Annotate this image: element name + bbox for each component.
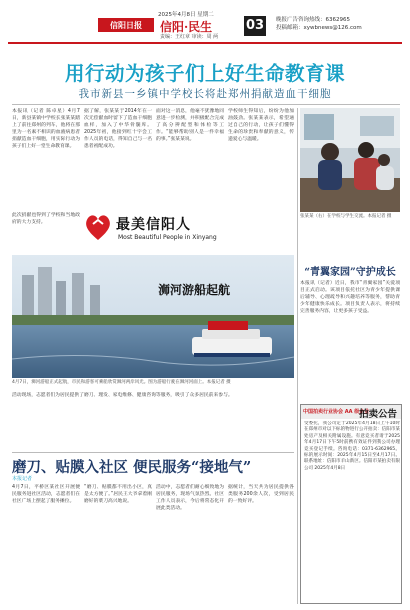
river-cruise-photo[interactable] xyxy=(12,255,294,378)
community-service-col-1: 4月7日，平桥区某社区开展便民服务进社区活动，志愿者们在社区广场上摆起了服务摊位。 xyxy=(12,485,80,505)
editor-line: 责编：王红章 审读：周 两 xyxy=(160,34,219,40)
bottom-story-divider xyxy=(12,452,294,453)
newspaper-logo: 信阳日报 xyxy=(98,18,154,32)
auction-association-label: 中国拍卖行业协会 AA 级企业 xyxy=(303,409,370,415)
best-xinyang-banner xyxy=(84,212,294,248)
youth-home-headline[interactable]: “青翼家园”守护成长 xyxy=(304,267,396,278)
page-number: 03 xyxy=(244,16,266,36)
headline-divider xyxy=(12,104,400,105)
community-service-headline[interactable]: 磨刀、贴膜入社区 便民服务“接地气” xyxy=(12,459,252,476)
main-headline[interactable]: 用行动为孩子们上好生命教育课 xyxy=(64,62,345,85)
reporter-byline: 本报记者 xyxy=(12,476,33,482)
river-cruise-caption: 4月7日，浉河游船正式起航，市民和游客可乘船欣赏浉河两岸风光。图为游船行驶在浉河河面上。本报记者 摄 xyxy=(12,380,231,385)
story-column-2: 据了解，张某某于2014年在一次无偿献血时留下了造血干细胞血样，加入了中华骨髓库。2025年初，他接到红十字会工作人员的电话，得知自己与一名患者初配成功。 xyxy=(84,109,152,150)
community-service-col-4: 据统计，当天共为居民提供各类服务200余人次，受到居民的一致好评。 xyxy=(228,485,294,505)
community-service-col-3: 活动中，志愿者们耐心细致地为居民服务，现场气氛热烈。社区工作人员表示，今后将常态化开展此类活动。 xyxy=(156,485,224,512)
auction-notice-text: 受委托，我公司定于2025年4月18日上午10时在郑州市对以下标的物进行公开拍卖：信阳市某处房产及相关附属设施。有意竞买者请于2025年4月17日下午5时前携有效证件到我公司办理竞买登记手续。咨询电话：0371-6362965。标的展示时间：2025年4月15日至4月17日。联系地址：信阳市羊山新区。信阳市某拍卖有限公司 2025年4月8日 xyxy=(304,421,400,471)
river-cruise-title: 浉河游船起航 xyxy=(158,283,231,297)
auction-notice-box xyxy=(300,404,402,604)
main-subheadline: 我市新县一乡镇中学校长将赴郑州捐献造血干细胞 xyxy=(78,88,332,100)
ad-hotline: 晚报广告咨询热线：6362965 xyxy=(276,17,350,23)
story-column-4: 学校师生得知后，纷纷为他加油鼓劲。张某某表示，希望通过自己的行动，让孩子们懂得生命的珍贵和奉献的意义，传递爱心与温暖。 xyxy=(228,109,294,143)
community-service-col-2: “磨刀、贴膜都不用出小区，真是太方便了。”居民王大爷拿着刚磨好的菜刀高兴地说。 xyxy=(84,485,152,505)
story-continuation: 此次捐献也得到了学校和当地政府的大力支持。 xyxy=(12,213,80,226)
river-scene xyxy=(12,255,294,378)
issue-date: 2025年4月8日 星期二 xyxy=(158,12,214,18)
page-header xyxy=(8,6,402,42)
auction-notice-title: 拍卖公告 xyxy=(359,409,398,420)
story-column-3: 面对这一消息，他毫不犹豫地同意进一步检测，并积极配合完成了高分辨配型和体检等工作。“能够帮助别人是一件幸福的事。”张某某说。 xyxy=(156,109,224,143)
community-service-intro: 活动现场，志愿者们为居民提供了磨刀、理发、家电维修、健康咨询等服务，吸引了众多居民前来参与。 xyxy=(12,393,233,398)
photo-illustration xyxy=(300,108,400,212)
section-title: 信阳·民生 xyxy=(160,20,213,34)
header-rule xyxy=(8,42,402,44)
best-banner-subtitle: Most Beautiful People in Xinyang xyxy=(118,234,217,241)
principal-photo[interactable] xyxy=(300,108,400,212)
heart-emblem-icon xyxy=(84,212,112,242)
story-column-1: 本报讯（记者 陈卓星）4月7日，新县某镇中学校长张某某踏上了前往郑州的列车，他将在那里为一名素不相识的血液病患者捐献造血干细胞，用实际行动为孩子们上好一堂生命教育课。 xyxy=(12,109,80,150)
right-column-divider xyxy=(297,108,298,604)
principal-photo-caption: 张某某（右）在学校与学生交流。本报记者 摄 xyxy=(300,214,392,219)
submission-email: 投稿邮箱：xywbnews@126.com xyxy=(276,25,362,31)
auction-notice-header xyxy=(301,405,401,419)
youth-home-story: 本报讯（记者）近日，我市“青翼家园”关爱项目正式启动。该项目依托社区为青少年提供课后辅导、心理疏导和兴趣培养等服务，帮助青少年健康快乐成长。项目负责人表示，将持续完善服务内容，让更多孩子受益。 xyxy=(300,281,400,315)
best-banner-title: 最美信阳人 xyxy=(116,217,191,233)
contact-info xyxy=(276,16,362,32)
